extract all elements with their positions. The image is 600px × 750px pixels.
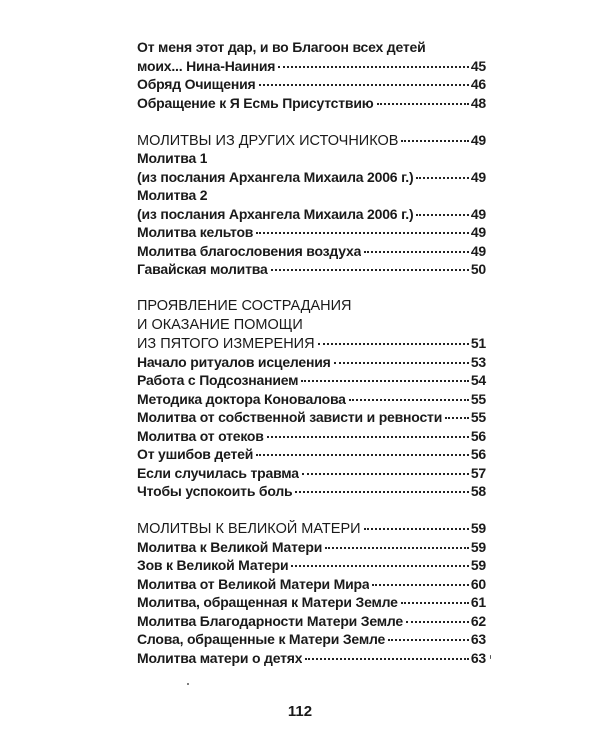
- dot-leader: [259, 84, 469, 86]
- entry-title: ПРОЯВЛЕНИЕ СОСТРАДАНИЯ: [137, 298, 352, 314]
- section-gap: [137, 112, 486, 131]
- toc-entry: [137, 223, 486, 242]
- toc-entry: [137, 94, 486, 113]
- dot-leader: [364, 528, 469, 530]
- entry-page: 53: [470, 353, 486, 370]
- entry-title: Молитва 2: [137, 187, 208, 203]
- toc-entry: [137, 168, 486, 187]
- dot-leader: [401, 140, 468, 142]
- entry-title: Если случилась травма: [137, 464, 299, 481]
- toc-entry: [137, 445, 486, 464]
- entry-title: Молитва матери о детях: [137, 649, 303, 666]
- toc-entry: [137, 75, 486, 94]
- print-speck: [187, 683, 189, 685]
- entry-title: Обряд Очищения: [137, 76, 256, 92]
- section-gap: [137, 279, 486, 298]
- entry-page: 50: [470, 261, 486, 277]
- toc-entry: [137, 57, 486, 76]
- dot-leader: [372, 584, 468, 586]
- dot-leader: [301, 380, 469, 382]
- toc-entry: [137, 149, 486, 168]
- entry-title: Чтобы успокоить боль: [137, 483, 293, 499]
- toc-heading: [137, 519, 486, 538]
- dot-leader: [364, 251, 469, 253]
- entry-title: Зов к Великой Матери: [137, 557, 289, 573]
- entry-title: МОЛИТВЫ ИЗ ДРУГИХ ИСТОЧНИКОВ: [137, 132, 399, 149]
- entry-title: Молитва к Великой Матери: [137, 538, 323, 555]
- entry-page: 49: [470, 168, 486, 185]
- entry-page: 46: [470, 76, 486, 92]
- dot-leader: [416, 177, 468, 179]
- entry-title: И ОКАЗАНИЕ ПОМОЩИ: [137, 316, 303, 333]
- toc-entry: [137, 612, 486, 631]
- entry-title: (из послания Архангела Михаила 2006 г.): [137, 205, 414, 222]
- entry-page: 55: [470, 409, 486, 425]
- toc-entry: [137, 538, 486, 557]
- entry-title: Молитва благословения воздуха: [137, 242, 362, 259]
- entry-page: 51: [470, 335, 486, 351]
- toc-entry: [137, 408, 486, 427]
- dot-leader: [406, 621, 469, 623]
- entry-page: 60: [470, 575, 486, 592]
- dot-leader: [267, 436, 469, 438]
- toc-entry: [137, 575, 486, 594]
- entry-page: 59: [470, 520, 486, 536]
- entry-page: 57: [470, 464, 486, 481]
- toc-entry: [137, 242, 486, 261]
- entry-title: Методика доктора Коновалова: [137, 390, 346, 407]
- entry-title: Обращение к Я Есмь Присутствию: [137, 94, 374, 111]
- dot-leader: [295, 491, 468, 493]
- entry-page: 49: [470, 242, 486, 259]
- entry-page: 56: [470, 427, 486, 444]
- toc-entry: [137, 260, 486, 279]
- dot-leader: [445, 417, 469, 419]
- entry-title: Гавайская молитва: [137, 261, 268, 277]
- entry-title: МОЛИТВЫ К ВЕЛИКОЙ МАТЕРИ: [137, 521, 361, 537]
- toc-entry: [137, 593, 486, 612]
- dot-leader: [401, 602, 469, 604]
- entry-page: 61: [470, 594, 486, 610]
- entry-page: 48: [470, 94, 486, 111]
- toc-entry: [137, 464, 486, 483]
- entry-page: 63: [470, 631, 486, 647]
- dot-leader: [334, 362, 469, 364]
- dot-leader: [377, 103, 469, 105]
- entry-title: Молитва, обращенная к Матери Земле: [137, 594, 398, 610]
- table-of-contents: [137, 38, 486, 667]
- dot-leader: [349, 399, 469, 401]
- entry-title: Молитва от Великой Матери Мира: [137, 575, 370, 592]
- entry-page: 54: [470, 372, 486, 388]
- entry-page: 56: [470, 446, 486, 462]
- entry-page: 49: [470, 224, 486, 240]
- entry-title: От меня этот дар, и во Благоон всех детей: [137, 39, 426, 55]
- toc-entry: [137, 205, 486, 224]
- dot-leader: [291, 565, 468, 567]
- entry-title: Молитва от собственной зависти и ревности: [137, 409, 443, 425]
- toc-heading: [137, 334, 486, 353]
- entry-title: Работа с Подсознанием: [137, 372, 299, 388]
- entry-title: Слова, обращенные к Матери Земле: [137, 631, 386, 647]
- toc-entry: [137, 390, 486, 409]
- toc-entry: [137, 630, 486, 649]
- toc-entry: [137, 556, 486, 575]
- dot-leader: [416, 214, 468, 216]
- section-gap: [137, 501, 486, 520]
- dot-leader: [302, 473, 469, 475]
- toc-entry: [137, 427, 486, 446]
- entry-page: 59: [470, 557, 486, 573]
- entry-page: 49: [470, 205, 486, 222]
- print-speck: [490, 655, 491, 659]
- dot-leader: [256, 232, 469, 234]
- dot-leader: [305, 658, 469, 660]
- entry-page: 55: [470, 390, 486, 407]
- entry-page: 58: [470, 483, 486, 499]
- entry-page: 63: [470, 649, 486, 666]
- entry-title: Молитва 1: [137, 150, 208, 166]
- entry-page: 62: [470, 612, 486, 629]
- entry-title: От ушибов детей: [137, 446, 254, 462]
- entry-title: (из послания Архангела Михаила 2006 г.): [137, 168, 414, 185]
- toc-heading: [137, 131, 486, 150]
- dot-leader: [256, 454, 469, 456]
- toc-entry: [137, 371, 486, 390]
- entry-title: моих... Нина-Наиния: [137, 57, 276, 74]
- toc-entry: [137, 649, 486, 668]
- dot-leader: [318, 343, 469, 345]
- toc-heading: [137, 316, 486, 335]
- entry-title: Молитва от отеков: [137, 427, 264, 444]
- toc-entry: [137, 38, 486, 57]
- dot-leader: [271, 269, 469, 271]
- entry-title: ИЗ ПЯТОГО ИЗМЕРЕНИЯ: [137, 336, 315, 352]
- entry-title: Начало ритуалов исцеления: [137, 353, 331, 370]
- entry-page: 59: [470, 538, 486, 555]
- toc-heading: [137, 297, 486, 316]
- entry-title: Молитва Благодарности Матери Земле: [137, 612, 403, 629]
- dot-leader: [278, 66, 469, 68]
- entry-page: 45: [470, 57, 486, 74]
- dot-leader: [388, 639, 469, 641]
- toc-entry: [137, 186, 486, 205]
- page-number: 112: [287, 703, 313, 720]
- entry-page: 49: [470, 131, 486, 148]
- toc-entry: [137, 482, 486, 501]
- dot-leader: [325, 547, 469, 549]
- entry-title: Молитва кельтов: [137, 224, 254, 240]
- toc-entry: [137, 353, 486, 372]
